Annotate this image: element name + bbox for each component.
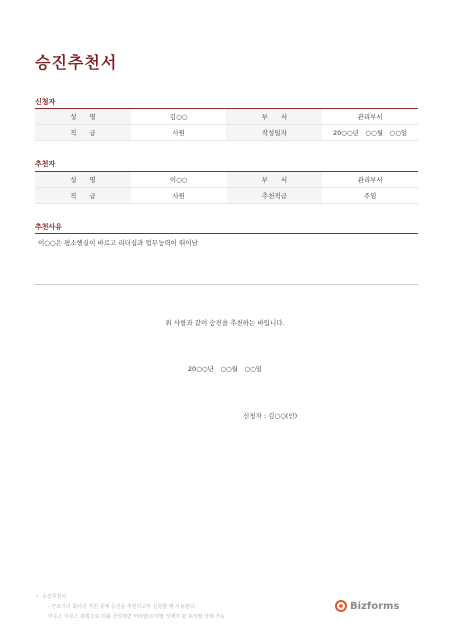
signature-line: 신청자 : 김○○(인) <box>243 412 298 420</box>
table-row <box>35 109 418 125</box>
name-value: 이○○ <box>131 172 227 188</box>
reason-text: 이○○은 평소행실이 바르고 리더십과 업무능력이 뛰어남 <box>38 239 198 247</box>
rank-label: 직 급 <box>35 188 131 204</box>
footer-heading: 승진추천서 <box>41 594 67 600</box>
bullet-icon: • <box>36 594 39 600</box>
name-value: 김○○ <box>131 109 227 125</box>
name-label: 성 명 <box>35 109 131 125</box>
rank-value: 사원 <box>131 125 227 141</box>
footer-line-1: - 근로자의 회사의 직원 중에 승진을 추천하고자 신청할 때 사용한다. <box>48 604 197 610</box>
recommended-rank-value: 주임 <box>322 188 418 204</box>
written-date-label: 작성일자 <box>226 125 322 141</box>
rank-label: 직 급 <box>35 125 131 141</box>
reason-box <box>35 233 418 285</box>
date-line: 20○○년 ○○월 ○○일 <box>187 365 263 373</box>
department-value: 관리부서 <box>322 109 418 125</box>
bizforms-logo <box>335 600 399 612</box>
applicant-section-label: 신청자 <box>35 98 56 106</box>
table-row <box>35 125 418 141</box>
rank-value: 사원 <box>131 188 227 204</box>
footer-note <box>36 592 225 622</box>
statement-text: 위 사항과 같이 승진을 추천하는 바입니다. <box>165 319 285 327</box>
recommender-table <box>35 171 418 204</box>
department-value: 관리부서 <box>322 172 418 188</box>
name-label: 성 명 <box>35 172 131 188</box>
department-label: 부 서 <box>226 109 322 125</box>
logo-text: Bizforms <box>350 600 400 612</box>
recommender-section-label: 추천자 <box>35 160 56 168</box>
table-row <box>35 172 418 188</box>
written-date-value: 20○○년 ○○월 ○○일 <box>322 125 418 141</box>
footer-line-2: 마우스 아무스 왼쪽으로 더블 클릭하면 머리말/꼬리말 삭제가 된 꼬리말 삭제 가능 <box>48 614 225 620</box>
document-title: 승진추천서 <box>35 53 118 72</box>
recommended-rank-label: 추천직급 <box>227 188 323 204</box>
applicant-table <box>35 108 418 141</box>
bizforms-logo-icon <box>335 600 347 612</box>
department-label: 부 서 <box>227 172 323 188</box>
table-row <box>35 188 418 204</box>
reason-section-label: 추천사유 <box>35 223 63 231</box>
